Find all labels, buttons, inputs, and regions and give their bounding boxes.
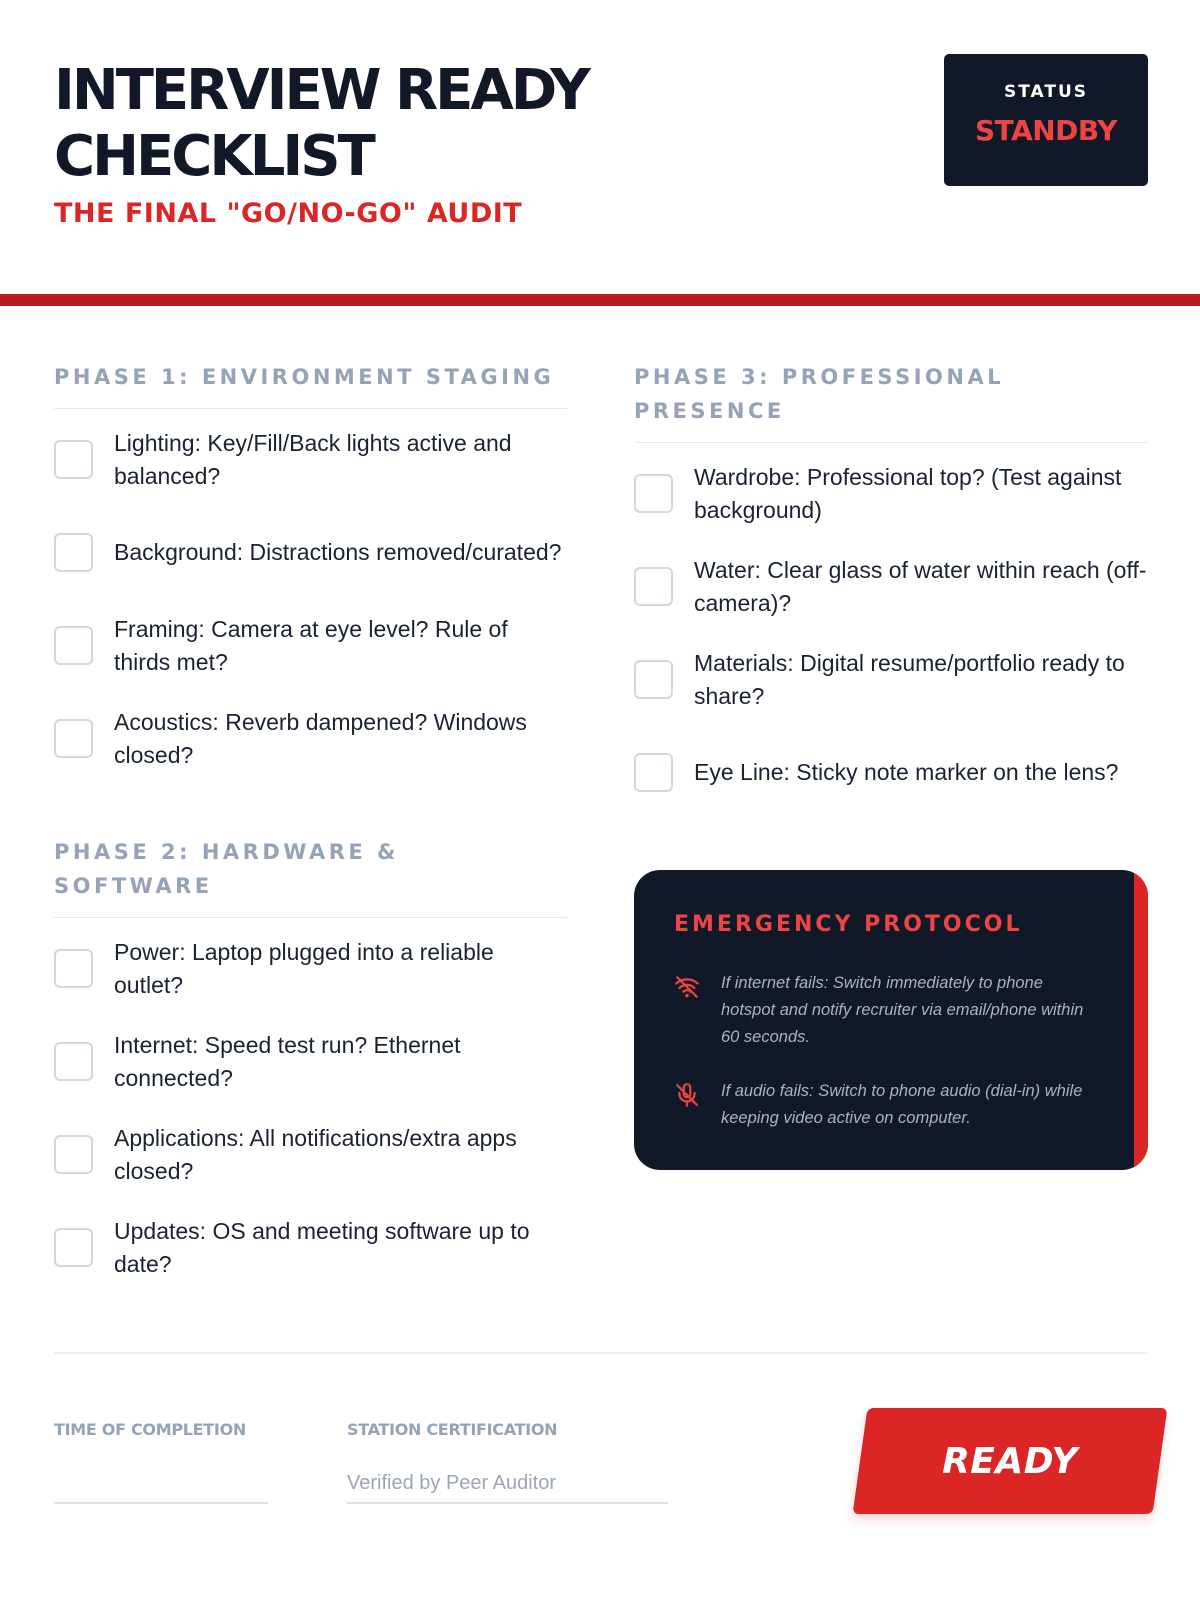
- checklist-item: [634, 633, 1147, 726]
- checklist-item-text: Background: Distractions removed/curated?: [114, 539, 562, 565]
- checklist-item-text: Wardrobe: Professional top? (Test against background): [694, 463, 1122, 523]
- internet-fallback: [674, 970, 1094, 1051]
- audio-fallback: [674, 1078, 1094, 1132]
- checkbox[interactable]: [54, 533, 93, 572]
- accent-stripe: [1134, 870, 1148, 1170]
- status-label: STATUS: [1003, 82, 1088, 102]
- time-of-completion-field: [54, 1420, 268, 1439]
- checkbox[interactable]: [634, 753, 673, 792]
- time-of-completion-line: [54, 1502, 268, 1504]
- checkbox[interactable]: [634, 567, 673, 606]
- checklist-item: [54, 599, 567, 692]
- checklist-item: [54, 1201, 567, 1294]
- checklist-item-text: Water: Clear glass of water within reach (off-camera)?: [694, 556, 1147, 616]
- checklist-item: [634, 726, 1147, 819]
- checklist-item: [54, 1015, 567, 1108]
- header-divider: [0, 294, 1200, 306]
- phase-3-section: [634, 360, 1147, 819]
- checkbox[interactable]: [54, 719, 93, 758]
- ready-button[interactable]: [860, 1408, 1160, 1514]
- checklist-item-text: Power: Laptop plugged into a reliable outlet?: [114, 938, 494, 998]
- checkbox[interactable]: [54, 1042, 93, 1081]
- station-certification-input[interactable]: Verified by Peer Auditor: [347, 1472, 557, 1494]
- status-badge: [944, 54, 1148, 186]
- emergency-title: EMERGENCY PROTOCOL: [674, 912, 1023, 937]
- checklist-item-text: Acoustics: Reverb dampened? Windows closed?: [114, 708, 527, 768]
- checkbox[interactable]: [634, 660, 673, 699]
- checklist-item: [54, 413, 567, 506]
- phase-2-section: [54, 835, 567, 1294]
- checkbox[interactable]: [54, 1228, 93, 1267]
- checklist-item: [54, 692, 567, 785]
- checklist-item-text: Framing: Camera at eye level? Rule of thirds met?: [114, 615, 508, 675]
- mic-off-icon: [674, 1082, 700, 1108]
- checklist-item-text: Internet: Speed test run? Ethernet connected?: [114, 1031, 461, 1091]
- station-certification-label: STATION CERTIFICATION: [347, 1420, 558, 1439]
- checkbox[interactable]: [54, 440, 93, 479]
- checklist-item-text: Eye Line: Sticky note marker on the lens?: [694, 759, 1119, 785]
- wifi-off-icon: [674, 974, 700, 1000]
- checklist-item: [54, 506, 567, 599]
- checklist-item: [54, 1108, 567, 1201]
- checkbox[interactable]: [54, 949, 93, 988]
- footer-divider: [54, 1352, 1148, 1354]
- internet-fallback-text: If internet fails: Switch immediately to phone hotspot and notify recruiter via email/phone within 60 seconds.: [721, 974, 1084, 1046]
- audio-fallback-text: If audio fails: Switch to phone audio (dial-in) while keeping video active on computer.: [721, 1082, 1083, 1127]
- phase-1-title: PHASE 1: ENVIRONMENT STAGING: [54, 360, 567, 409]
- checkbox[interactable]: [54, 1135, 93, 1174]
- phase-2-title: PHASE 2: HARDWARE & SOFTWARE: [54, 835, 567, 918]
- checklist-item: [54, 922, 567, 1015]
- status-value: STANDBY: [974, 114, 1118, 147]
- checklist-item: [634, 447, 1147, 540]
- phase-1-section: [54, 360, 567, 785]
- checklist-item-text: Updates: OS and meeting software up to date?: [114, 1217, 530, 1277]
- checkbox[interactable]: [634, 474, 673, 513]
- checklist-item-text: Applications: All notifications/extra apps closed?: [114, 1124, 517, 1184]
- checklist-item-text: Materials: Digital resume/portfolio ready to share?: [694, 649, 1125, 709]
- station-certification-line: [347, 1502, 668, 1504]
- station-certification-field: [347, 1420, 668, 1494]
- ready-button-label: READY: [942, 1440, 1078, 1482]
- time-of-completion-label: TIME OF COMPLETION: [54, 1420, 246, 1439]
- page-subtitle: THE FINAL "GO/NO-GO" AUDIT: [54, 198, 523, 229]
- emergency-protocol-card: [634, 870, 1148, 1170]
- header: [0, 0, 1200, 300]
- checklist-item: [634, 540, 1147, 633]
- checklist-item-text: Lighting: Key/Fill/Back lights active and balanced?: [114, 429, 512, 489]
- checkbox[interactable]: [54, 626, 93, 665]
- page-title: INTERVIEW READY CHECKLIST: [54, 58, 588, 189]
- phase-3-title: PHASE 3: PROFESSIONAL PRESENCE: [634, 360, 1147, 443]
